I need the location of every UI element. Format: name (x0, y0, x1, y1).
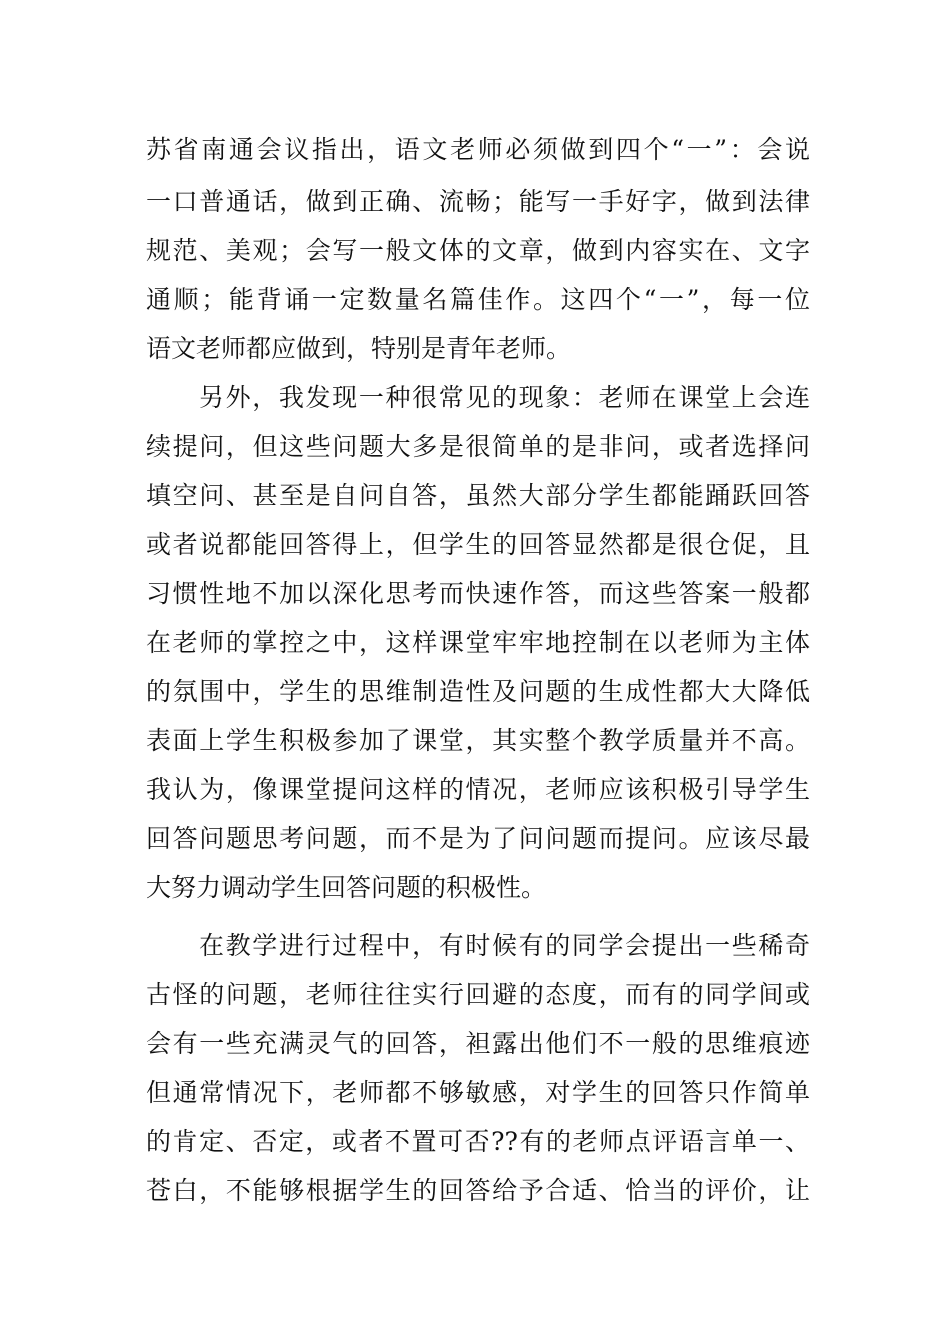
paragraph-2-line-11: 大努力调动学生回答问题的积极性。 (146, 873, 547, 902)
paragraph-2-line-7: 的氛围中，学生的思维制造性及问题的生成性都大大降低 (146, 677, 810, 706)
paragraph-3-line-1: 在教学进行过程中，有时候有的同学会提出一些稀奇 (199, 931, 810, 960)
paragraph-2-line-1: 另外，我发现一种很常见的现象：老师在课堂上会连 (199, 383, 810, 412)
paragraph-1-line-1: 苏省南通会议指出，语文老师必须做到四个“一”：会说 (146, 135, 810, 164)
paragraph-1-line-2: 一口普通话，做到正确、流畅；能写一手好字，做到法律 (146, 187, 810, 216)
paragraph-3-line-4: 但通常情况下，老师都不够敏感，对学生的回答只作简单 (146, 1078, 810, 1107)
paragraph-3-line-2: 古怪的问题，老师往往实行回避的态度，而有的同学间或 (146, 980, 810, 1009)
paragraph-3-line-3: 会有一些充满灵气的回答，袒露出他们不一般的思维痕迹 (146, 1029, 810, 1058)
paragraph-2-line-2: 续提问，但这些问题大多是很简单的是非问，或者选择问 (146, 432, 810, 461)
paragraph-3-line-6: 苍白，不能够根据学生的回答给予合适、恰当的评价，让 (146, 1176, 810, 1205)
paragraph-1-line-5: 语文老师都应做到，特别是青年老师。 (146, 334, 572, 363)
paragraph-2-line-9: 我认为，像课堂提问这样的情况，老师应该积极引导学生 (146, 775, 810, 804)
paragraph-1-line-3: 规范、美观；会写一般文体的文章，做到内容实在、文字 (146, 236, 810, 265)
paragraph-1-line-4: 通顺；能背诵一定数量名篇佳作。这四个“一”，每一位 (146, 285, 810, 314)
paragraph-3-line-5: 的肯定、否定，或者不置可否??有的老师点评语言单一、 (146, 1127, 810, 1156)
paragraph-2-line-8: 表面上学生积极参加了课堂，其实整个教学质量并不高。 (146, 726, 810, 755)
paragraph-2-line-4: 或者说都能回答得上，但学生的回答显然都是很仓促，且 (146, 530, 810, 559)
paragraph-2-line-5: 习惯性地不加以深化思考而快速作答，而这些答案一般都 (146, 579, 810, 608)
paragraph-2-line-3: 填空问、甚至是自问自答，虽然大部分学生都能踊跃回答 (146, 481, 810, 510)
paragraph-2-line-10: 回答问题思考问题，而不是为了问问题而提问。应该尽最 (146, 824, 810, 853)
paragraph-2-line-6: 在老师的掌控之中，这样课堂牢牢地控制在以老师为主体 (146, 628, 810, 657)
